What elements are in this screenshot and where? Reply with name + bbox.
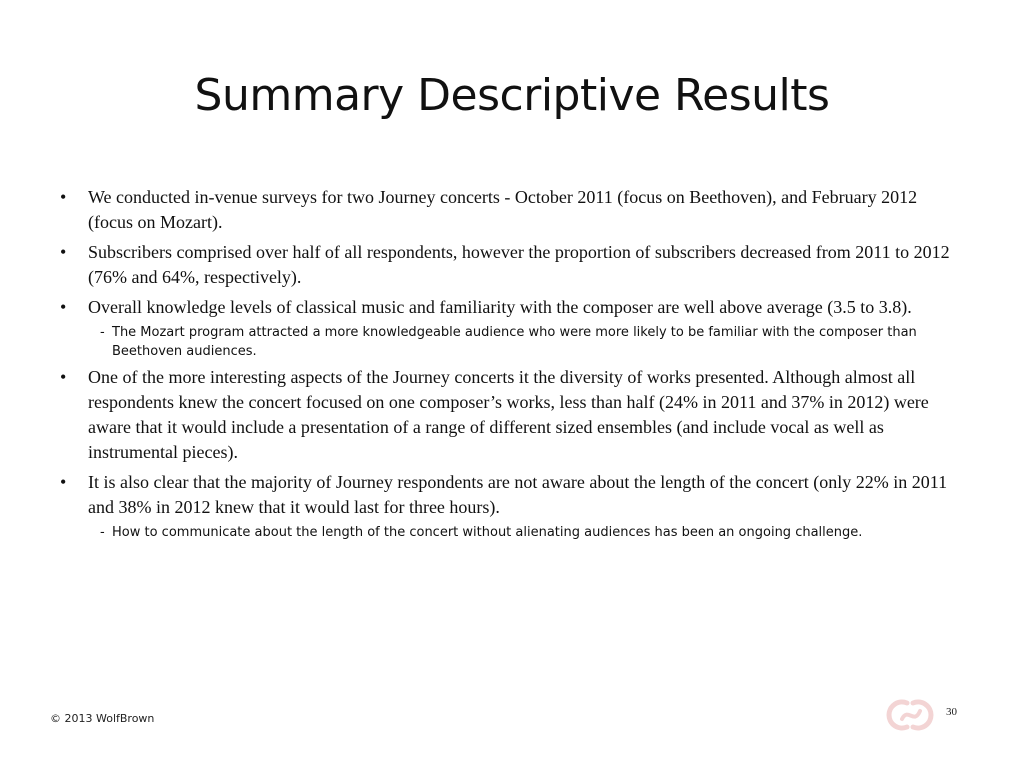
bullet-item: • Subscribers comprised over half of all respondents, however the proportion of subscribers decreased from 2011 to 2012 (76% and 64%, respectively).	[60, 240, 960, 290]
sub-bullet-text: How to communicate about the length of the concert without alienating audiences has been an ongoing challenge.	[112, 525, 863, 540]
sub-bullet-item	[60, 523, 960, 542]
bullet-item: • We conducted in-venue surveys for two Journey concerts - October 2011 (focus on Beethoven), and February 2012 (focus on Mozart).	[60, 185, 960, 235]
wolfbrown-logo-icon	[880, 693, 940, 737]
sub-bullet-dash: -	[100, 525, 105, 540]
bullet-item: • One of the more interesting aspects of the Journey concerts it the diversity of works presented. Although almost all respondents knew the concert focused on one composer’s works, less than half (24% in 2011 and 37% in 2012) were aware that it would include a presentation of a range of different sized ensembles (and include vocal as well as instrumental pieces).	[60, 365, 960, 465]
sub-bullet-item	[60, 323, 960, 361]
sub-bullet-dash: -	[100, 325, 105, 340]
sub-bullet-text: The Mozart program attracted a more knowledgeable audience who were more likely to be familiar with the composer than Beethoven audiences.	[112, 325, 917, 359]
footer-copyright: © 2013 WolfBrown	[50, 712, 155, 725]
bullet-item: • Overall knowledge levels of classical music and familiarity with the composer are well above average (3.5 to 3.8).	[60, 295, 960, 320]
slide-title: Summary Descriptive Results	[194, 70, 830, 121]
page-number: 30	[946, 706, 957, 718]
bullet-list	[60, 185, 960, 546]
logo-link	[902, 711, 920, 719]
bullet-item: • It is also clear that the majority of Journey respondents are not aware about the length of the concert (only 22% in 2011 and 38% in 2012 knew that it would last for three hours).	[60, 470, 960, 520]
